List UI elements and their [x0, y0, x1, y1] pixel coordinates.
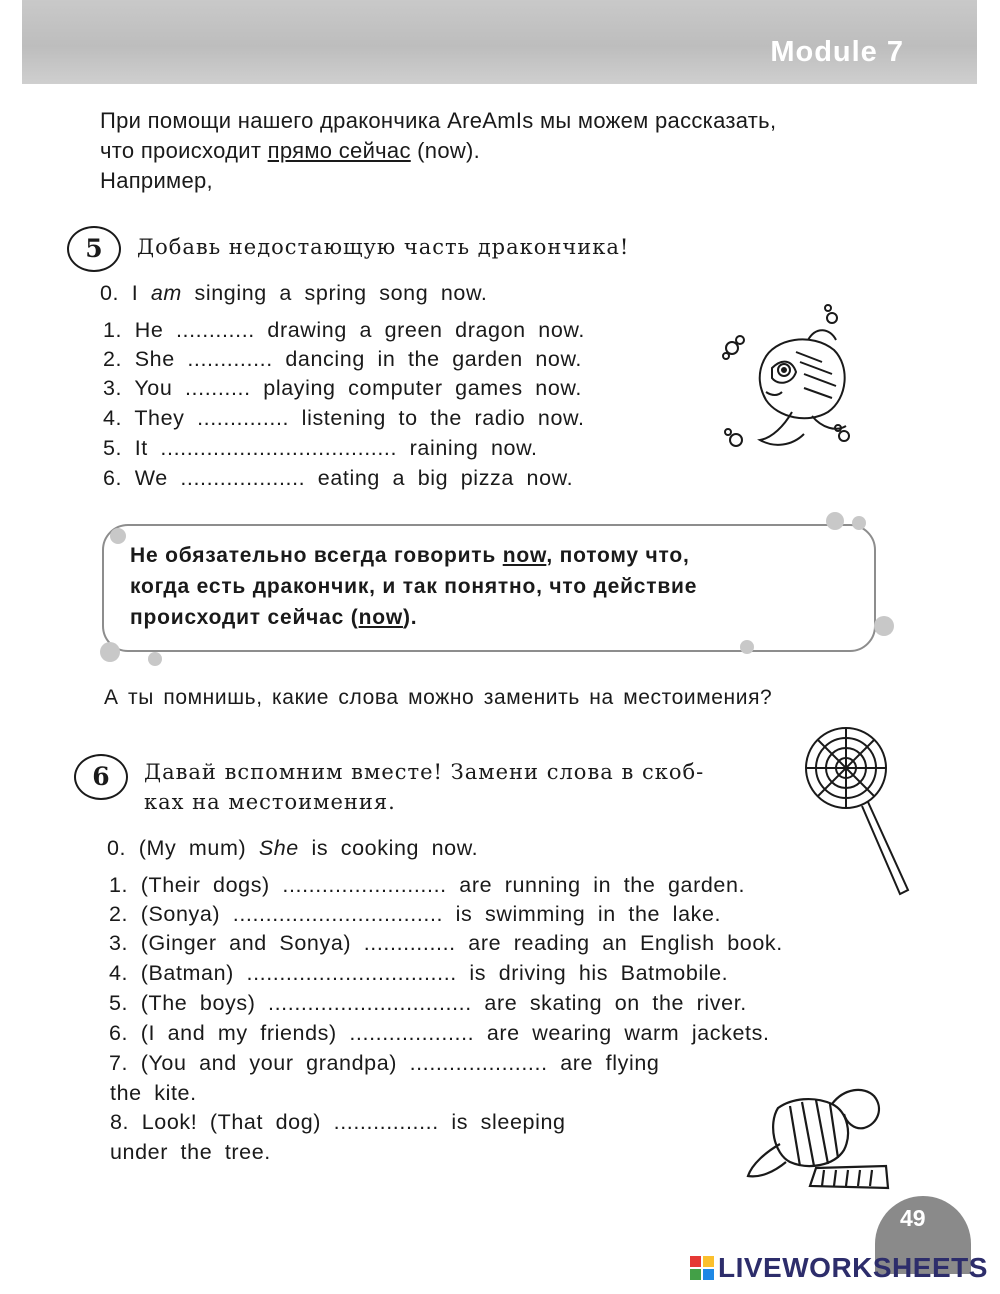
module-title: Module 7 — [770, 36, 904, 68]
exercise-5-number: 5 — [67, 226, 121, 272]
exercise-6-item-7[interactable]: 7. (You and your grandpa) ..................... are flying — [109, 1051, 660, 1075]
note-text — [130, 540, 860, 633]
exercise-6-item-3[interactable]: 3. (Ginger and Sonya) .............. are reading an English book. — [109, 931, 783, 955]
note-line-1-end: , потому что, — [546, 544, 690, 567]
exercise-5-item-1[interactable]: 1. He ............ drawing a green dragon now. — [103, 318, 585, 342]
exercise-5-item-4[interactable]: 4. They .............. listening to the radio now. — [103, 406, 585, 430]
exercise-5-item-5[interactable]: 5. It .................................... raining now. — [103, 436, 538, 460]
example-answer: She — [258, 836, 299, 860]
note-keyword: now — [502, 544, 547, 567]
exercise-5-item-2[interactable]: 2. She ............. dancing in the garden now. — [103, 347, 582, 371]
exercise-5-example — [100, 281, 488, 306]
example-start: 0. I — [100, 281, 151, 305]
exercise-6-number: 6 — [74, 754, 128, 800]
exercise-6-item-8-continued: under the tree. — [110, 1140, 271, 1164]
exercise-5-title: Добавь недостающую часть дракончика! — [137, 235, 630, 259]
intro-line-2-start: что происходит — [100, 138, 268, 163]
exercise-6-item-6[interactable]: 6. (I and my friends) ................... are wearing warm jackets. — [109, 1021, 770, 1045]
exercise-6-title-line-1: Давай вспомним вместе! Замени слова в скоб- — [144, 760, 705, 784]
intro-line-3: Например, — [100, 168, 213, 193]
exercise-6-item-5[interactable]: 5. (The boys) ............................... are skating on the river. — [109, 991, 747, 1015]
note-line-1 — [130, 540, 860, 571]
note-line-1-start: Не обязательно всегда говорить — [130, 544, 503, 567]
question-text: А ты помнишь, какие слова можно заменить на местоимения? — [104, 686, 773, 709]
exercise-6-item-8[interactable]: 8. Look! (That dog) ................ is sleeping — [110, 1110, 566, 1134]
note-decoration — [148, 652, 162, 666]
note-keyword: now — [358, 606, 403, 629]
exercise-6-item-4[interactable]: 4. (Batman) ................................ is driving his Batmobile. — [109, 961, 729, 985]
note-decoration — [874, 616, 894, 636]
example-end: singing a spring song now. — [181, 281, 488, 305]
note-line-2: когда есть дракончик, и так понятно, что действие — [130, 575, 698, 598]
exercise-6-title-line-2: ках на местоимения. — [144, 790, 396, 814]
exercise-5-item-6[interactable]: 6. We ................... eating a big pizza now. — [103, 466, 574, 490]
liveworksheets-logo[interactable] — [690, 1252, 988, 1284]
example-start: 0. (My mum) — [107, 836, 259, 860]
example-end: is cooking now. — [298, 836, 479, 860]
fish-illustration — [712, 300, 862, 460]
exercise-5-item-3[interactable]: 3. You .......... playing computer games now. — [103, 376, 582, 400]
note-line-3-start: происходит сейчас ( — [130, 606, 359, 629]
intro-line-2 — [100, 136, 776, 166]
page-number: 49 — [900, 1205, 926, 1231]
note-decoration — [826, 512, 844, 530]
intro-line-2-end: (now). — [410, 138, 481, 163]
example-answer: am — [150, 281, 182, 305]
intro-line-1: При помощи нашего дракончика AreAmIs мы можем рассказать, — [100, 108, 777, 133]
exercise-6-example — [107, 836, 478, 861]
exercise-6-item-7-continued: the kite. — [110, 1081, 197, 1105]
note-decoration — [740, 640, 754, 654]
note-decoration — [110, 528, 126, 544]
candy-illustration — [740, 1078, 900, 1196]
lollipop-illustration — [802, 722, 920, 898]
exercise-6-item-1[interactable]: 1. (Their dogs) ......................... are running in the garden. — [109, 873, 746, 897]
exercise-6-item-2[interactable]: 2. (Sonya) ................................ is swimming in the lake. — [109, 902, 722, 926]
intro-underlined-phrase: прямо сейчас — [267, 138, 411, 163]
intro-text — [100, 106, 776, 196]
note-decoration — [852, 516, 866, 530]
note-line-3-end: ). — [402, 606, 418, 629]
logo-text: LIVEWORKSHEETS — [718, 1252, 988, 1283]
note-decoration — [100, 642, 120, 662]
logo-mark-icon — [690, 1256, 714, 1280]
note-line-3 — [130, 602, 860, 633]
